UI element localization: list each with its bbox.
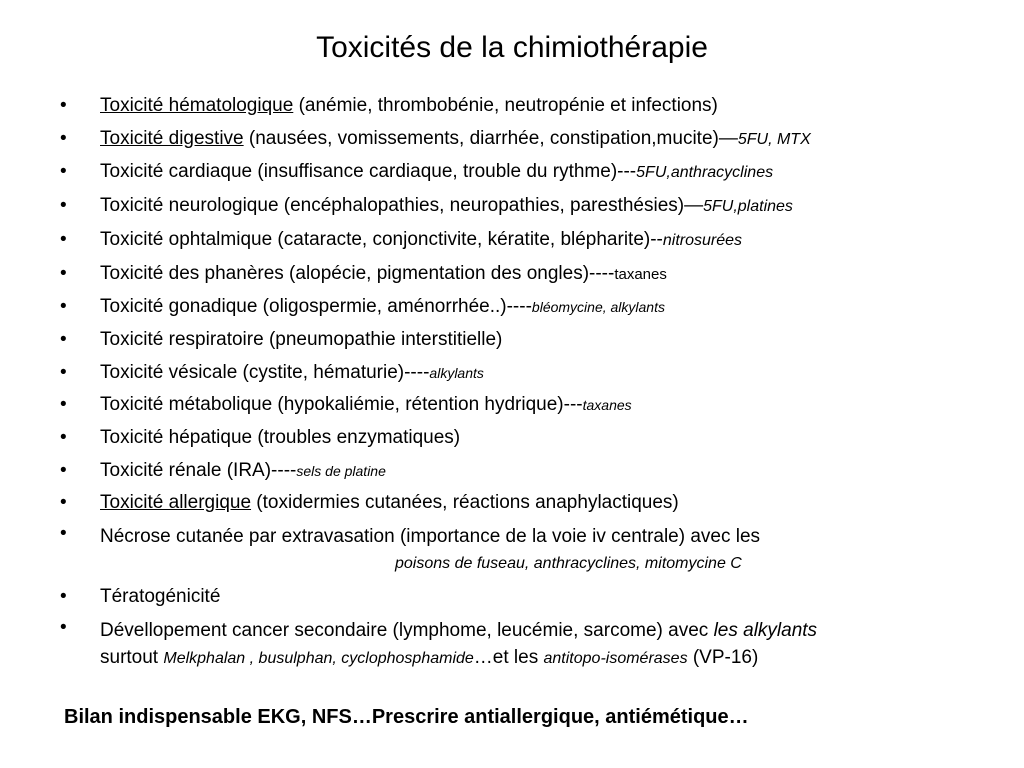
item-text: Toxicité respiratoire (pneumopathie interstitielle) (100, 328, 503, 350)
bullet-icon: • (60, 127, 67, 149)
item-second-line (100, 644, 1008, 672)
list-item-allergique (58, 487, 1008, 520)
line2-agents: Melkphalan , busulphan, cyclophosphamide (163, 649, 474, 667)
bullet-icon: • (60, 616, 67, 638)
item-agents: alkylants (429, 364, 484, 381)
bullet-icon: • (60, 296, 67, 318)
item-agents: poisons de fuseau, anthracyclines, mitomycine C (395, 555, 742, 573)
line2-suffix: (VP-16) (687, 646, 759, 668)
item-text: Toxicité hépatique (troubles enzymatiques) (100, 427, 461, 449)
item-detail: (nausées, vomissements, diarrhée, constipation,mucite)— (243, 127, 738, 149)
line2-mid: …et les (473, 646, 544, 668)
list-item-digestive (58, 123, 1008, 157)
item-agents: bléomycine, alkylants (531, 299, 665, 316)
line2-agents-2: antitopo-isomérases (543, 649, 688, 667)
list-item-vesicale (58, 357, 1008, 390)
bullet-icon: • (60, 328, 67, 350)
list-item-cardiaque (58, 156, 1008, 190)
slide-title: Toxicités de la chimiothérapie (316, 31, 708, 64)
list-item-cancer-secondaire (58, 614, 1008, 675)
item-label: Toxicité digestive (100, 127, 244, 149)
list-item-hematologique (58, 90, 1008, 123)
toxicity-list (58, 90, 1008, 675)
list-item-necrose (58, 520, 1008, 581)
item-agents: 5FU, MTX (737, 130, 811, 148)
list-item-respiratoire (58, 324, 1008, 357)
item-label: Toxicité allergique (100, 492, 252, 514)
item-agents: taxanes (582, 397, 632, 414)
item-label: Toxicité hématologique (100, 95, 294, 116)
item-text: Toxicité des phanères (alopécie, pigmentation des ongles)---- (100, 262, 615, 284)
bullet-icon: • (60, 394, 67, 416)
item-text: Toxicité métabolique (hypokaliémie, rétention hydrique)--- (100, 394, 583, 416)
item-detail: (anémie, thrombobénie, neutropénie et infections) (293, 95, 718, 116)
bullet-icon: • (60, 195, 67, 217)
list-item-hepatique (58, 422, 1008, 455)
bullet-icon: • (60, 523, 67, 545)
item-text: Toxicité cardiaque (insuffisance cardiaque, trouble du rythme)--- (100, 161, 637, 183)
item-text: Toxicité ophtalmique (cataracte, conjonctivite, kératite, blépharite)-- (100, 228, 663, 250)
item-text: Nécrose cutanée par extravasation (importance de la voie iv centrale) avec les (100, 526, 761, 548)
bullet-icon: • (60, 459, 67, 481)
item-detail: (toxidermies cutanées, réactions anaphylactiques) (251, 492, 679, 514)
item-text: Dévellopement cancer secondaire (lymphome, leucémie, sarcome) avec (100, 619, 714, 641)
bullet-icon: • (60, 95, 67, 116)
item-text: Toxicité gonadique (oligospermie, aménorrhée..)---- (100, 296, 532, 318)
item-agents: les alkylants (713, 619, 818, 641)
item-agents: sels de platine (296, 462, 386, 479)
bullet-icon: • (60, 492, 67, 514)
line2-prefix: surtout (100, 646, 164, 668)
footer-note: Bilan indispensable EKG, NFS…Prescrire antiallergique, antiémétique… (64, 706, 749, 728)
item-agents: taxanes (614, 265, 667, 283)
bullet-icon: • (60, 262, 67, 284)
bullet-icon: • (60, 586, 67, 608)
list-item-phaneres (58, 258, 1008, 292)
list-item-teratogenicite (58, 581, 1008, 614)
bullet-icon: • (60, 427, 67, 449)
list-item-gonadique (58, 291, 1008, 324)
item-text: Tératogénicité (100, 586, 221, 608)
list-item-neurologique (58, 190, 1008, 224)
item-agents: 5FU,platines (703, 198, 793, 216)
item-agents: 5FU,anthracyclines (636, 164, 774, 182)
bullet-icon: • (60, 228, 67, 250)
item-text: Toxicité neurologique (encéphalopathies, neuropathies, paresthésies)— (100, 195, 704, 217)
bullet-icon: • (60, 361, 67, 383)
list-item-renale (58, 455, 1008, 488)
bullet-icon: • (60, 161, 67, 183)
item-text: Toxicité rénale (IRA)---- (100, 459, 297, 481)
item-agents: nitrosurées (662, 231, 743, 249)
list-item-ophtalmique (58, 224, 1008, 258)
item-text: Toxicité vésicale (cystite, hématurie)---- (100, 361, 430, 383)
list-item-metabolique (58, 389, 1008, 422)
